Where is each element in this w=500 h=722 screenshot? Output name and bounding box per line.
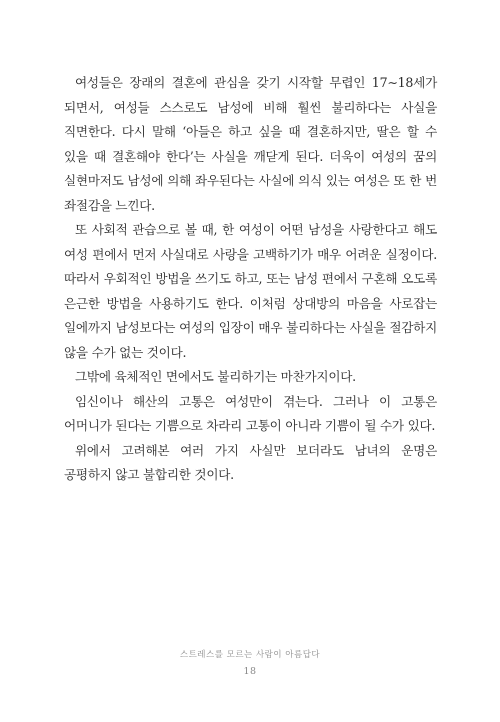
footer-book-title: 스트레스를 모르는 사람이 아름답다: [179, 650, 321, 660]
body-text: [64, 71, 437, 488]
paragraph: 그밖에 육체적인 면에서도 불리하기는 마찬가지이다.: [75, 369, 356, 384]
paragraph: 위에서 고려해본 여러 가지 사실만 보더라도 남녀의 운명은 공평하지 않고 불합리한 것이다.: [64, 442, 437, 482]
paragraph: 임신이나 해산의 고통은 여성만이 겪는다. 그러나 이 고통은 어머니가 된다는 기쁨으로 차라리 고통이 아니라 기쁨이 될 수가 있다.: [64, 393, 437, 433]
paragraph: 여성들은 장래의 결혼에 관심을 갖기 시작할 무렵인 17∼18세가 되면서, 여성들 스스로도 남성에 비해 훨씬 불리하다는 사실을 직면한다. 다시 말해 ‘아들은 하고 싶을 때 결혼하지만, 딸은 할 수 있을 때 결혼해야 한다’는 사실을 깨닫게 된다. 더욱이 여성의 꿈의 실현마저도 남성에 의해 좌우된다는 사실에 의식 있는 여성은 또 한 번 좌절감을 느낀다.: [64, 75, 437, 213]
page-number: 18: [243, 666, 257, 677]
paragraph: 또 사회적 관습으로 볼 때, 한 여성이 어떤 남성을 사랑한다고 해도 여성 편에서 먼저 사실대로 사랑을 고백하기가 매우 어려운 실정이다. 따라서 우회적인 방법을 쓰기도 하고, 또는 남성 편에서 구혼해 오도록 은근한 방법을 사용하기도 한다. 이처럼 상대방의 마음을 사로잡는 일에까지 남성보다는 여성의 입장이 매우 불리하다는 사실을 절감하지 않을 수가 없는 것이다.: [64, 222, 437, 360]
